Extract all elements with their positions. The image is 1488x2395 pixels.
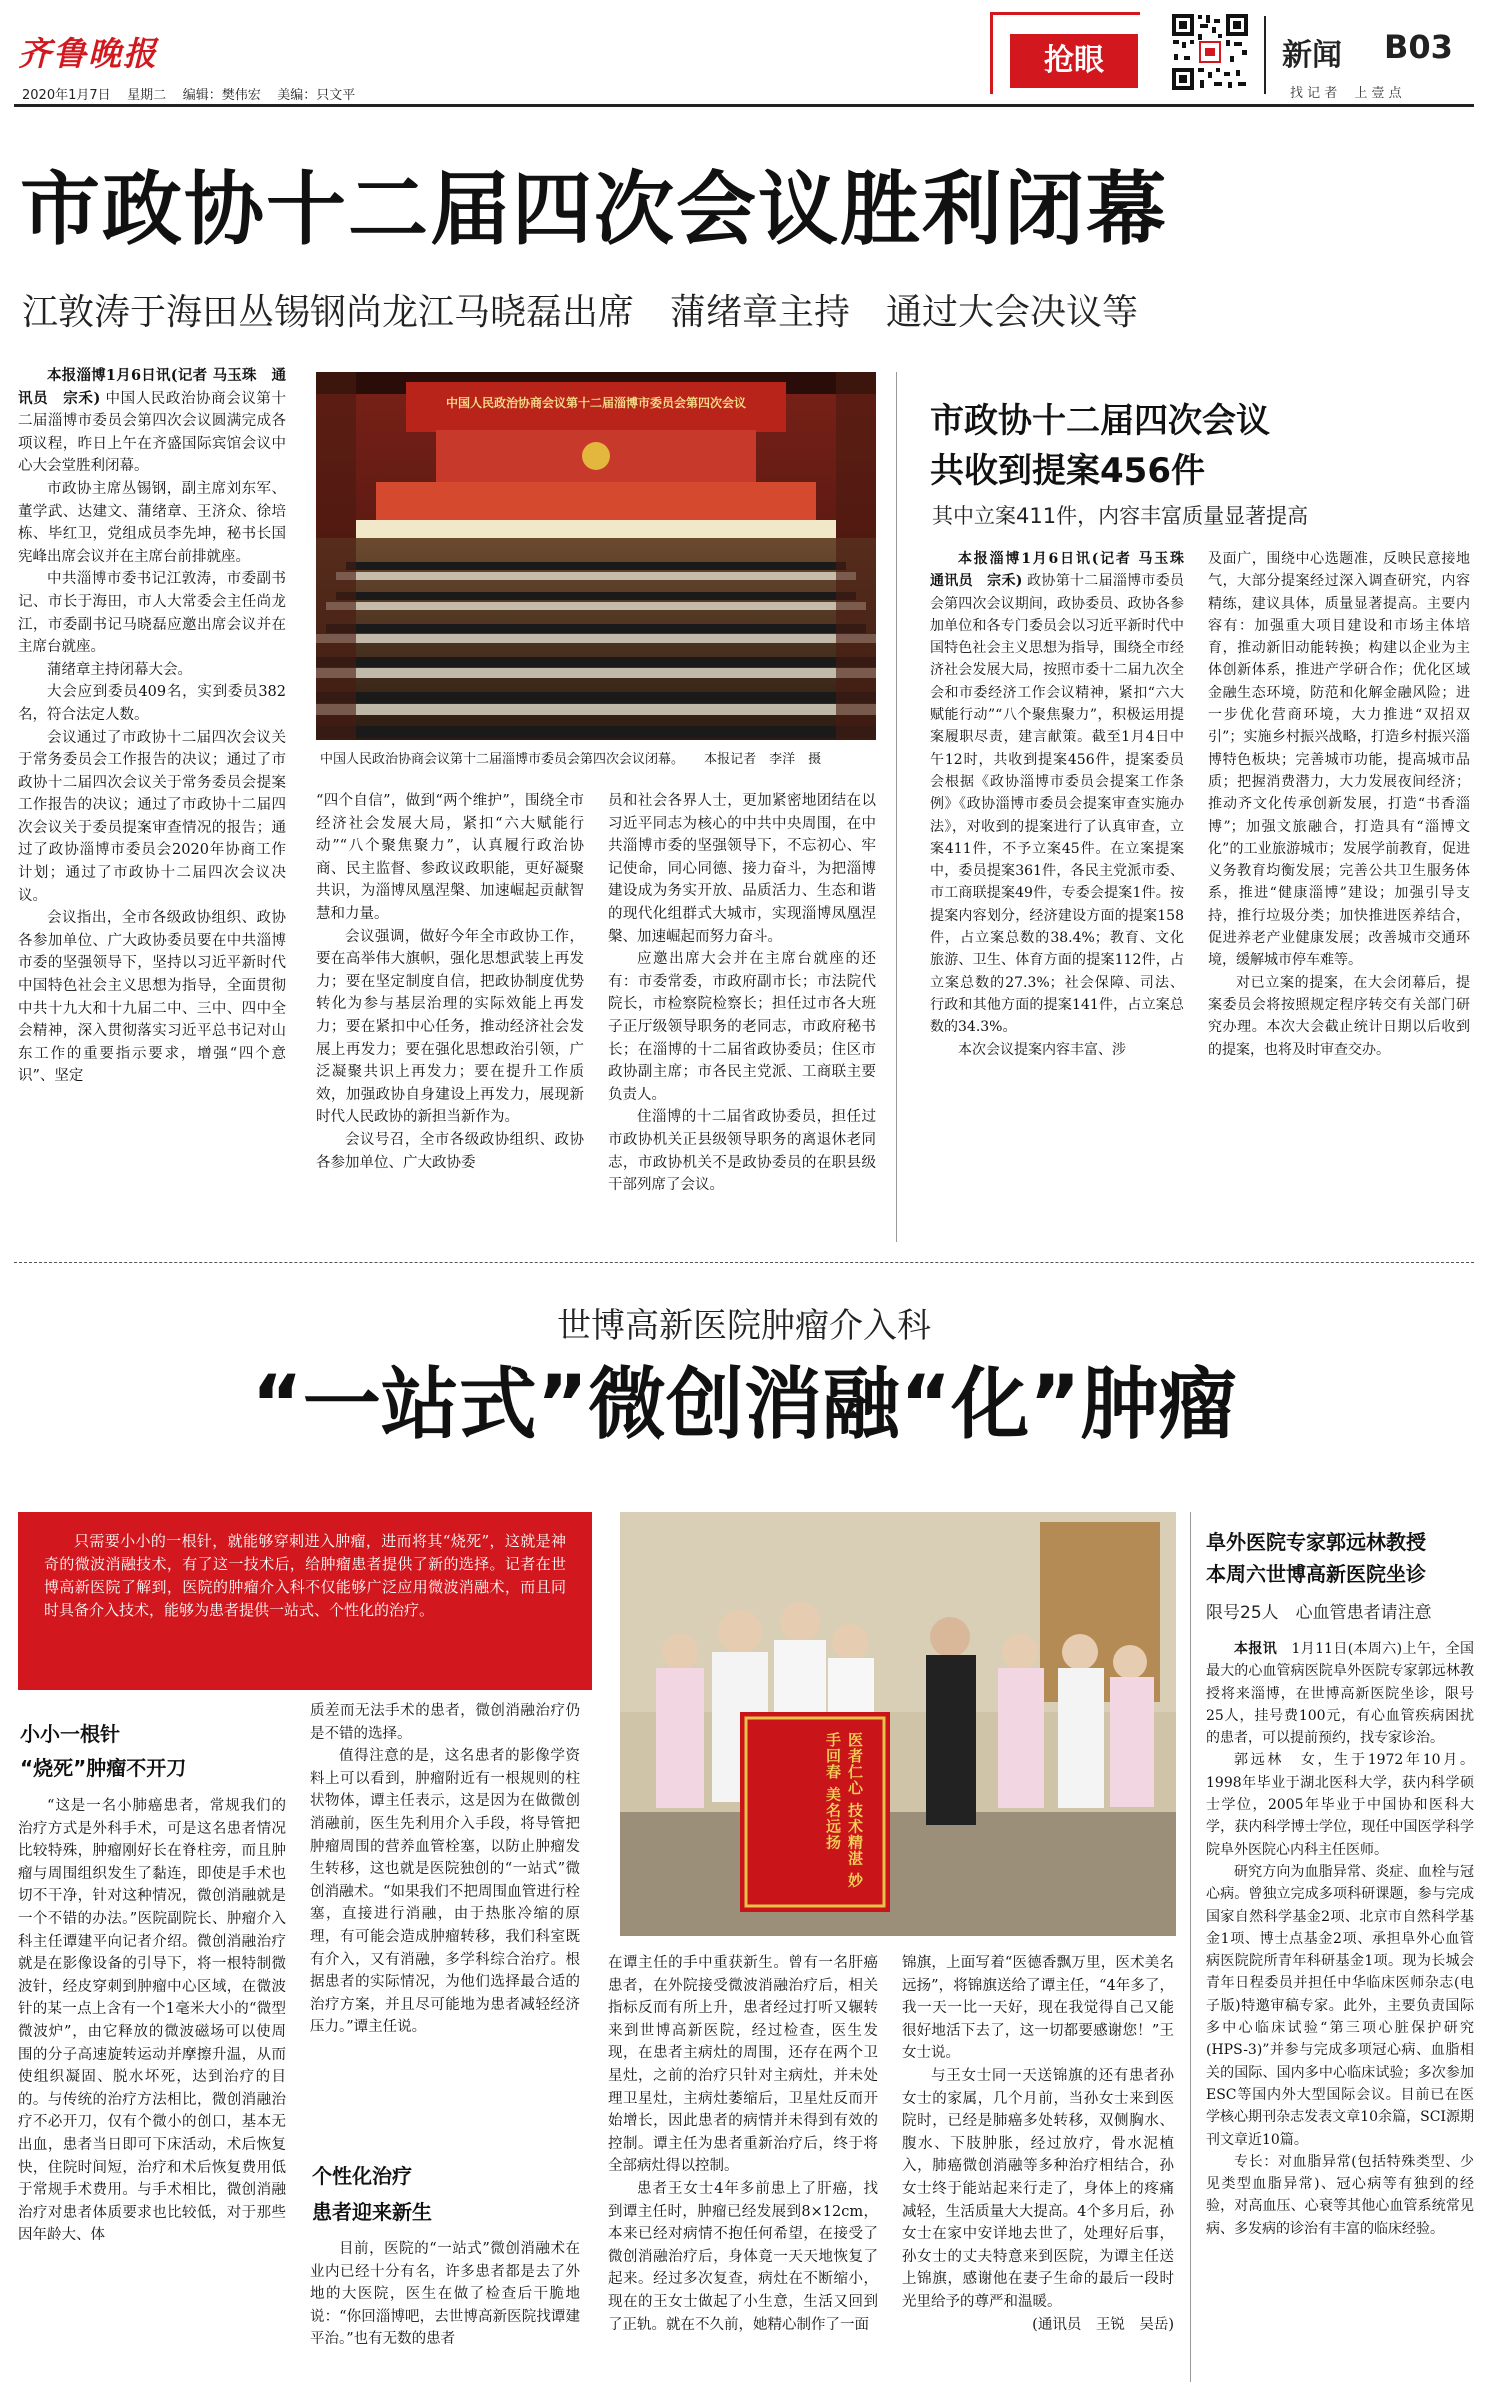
paragraph: 及面广，围绕中心选题准，反映民意接地气，大部分提案经过深入调查研究，内容精练，建议具体，质量显著提高。主要内容有：加强重大项目建设和市场主体培育，推动新旧动能转换；构建以企业为主体创新体系，推进产学研合作；优化区域金融生态环境，防范和化解金融风险；进一步优化营商环境，大力推进“双招双引”；实施乡村振兴战略，打造乡村振兴淄博特色板块；完善城市功能，提高城市品质；把握消费潜力，大力发展夜间经济；推动齐文化传承创新发展，打造“书香淄博”；加强文旅融合，打造具有“淄博文化”的工业旅游城市；发展学前教育，促进义务教育均衡发展；完善公共卫生服务体系，推进“健康淄博”建设；加强引导支持，推行垃圾分类；加快推进医养结合，促进养老产业健康发展；改善城市交通环境，缓解城市停车难等。 [1208, 551, 1470, 969]
paragraph: 研究方向为血脂异常、炎症、血栓与冠心病。曾独立完成多项科研课题，参与完成国家自然科学基金2项、北京市自然科学基金1项、博士点基金2项、承担阜外心血管病医院院所青年科研基金1项。现为长城会青年日程委员并担任中华临床医师杂志(电子版)特邀审稿专家。此外，主要负责国际多中心临床试验“第三项心脏保护研究(HPS-3)”并参与完成多项冠心病、血脂相关的国际、国内多中心临床试验；多次参加ESC等国内外大型国际会议。目前已在医学核心期刊杂志发表文章10余篇，SCI源期刊文章近10篇。 [1206, 1863, 1474, 2148]
paragraph: 在谭主任的手中重获新生。曾有一名肝癌患者，在外院接受微波消融治疗后，相关指标反而有所上升，患者经过打听又辗转来到世博高新医院，经过检查，医生发现，在患者主病灶的周围，还存在两个卫星灶，之前的治疗只针对主病灶，并未处理卫星灶，主病灶萎缩后，卫星灶反而开始增长，因此患者的病情并未得到有效的控制。谭主任为患者重新治疗后，终于将全部病灶得以控制。 [608, 1955, 878, 2175]
article2-col2a [310, 1700, 580, 2145]
weekday: 星期二 [127, 88, 167, 103]
paragraph: 住淄博的十二届省政协委员，担任过市政协机关正县级领导职务的离退休老同志，市政协机关不是政协委员的在职县级干部列席了会议。 [608, 1109, 876, 1194]
section-name: 新闻 [1282, 38, 1342, 73]
article1-col1 [18, 365, 286, 1245]
paragraph: “四个自信”，做到“两个维护”，围绕全市经济社会发展大局，紧扣“六大赋能行动”“八个聚焦聚力”，认真履行政治协商、民主监督、参政议政职能，更好凝聚共识，为淄博凤凰涅槃、加速崛起贡献智慧和力量。 [316, 793, 584, 922]
article2-col1 [18, 1795, 286, 2375]
paragraph: 中共淄博市委书记江敦涛，市委副书记、市长于海田，市人大常委会主任尚龙江，市委副书记马晓磊应邀出席会议并在主席台就座。 [18, 571, 286, 656]
paragraph: 患者王女士4年多前患上了肝癌，找到谭主任时，肿瘤已经发展到8×12cm，本来已经对病情不抱任何希望，在接受了微创消融治疗后，身体竟一天天地恢复了起来。经过多次复查，病灶在不断缩小，现在的王女士做起了小生意，生活又回到了正轨。就在不久前，她精心制作了一面 [608, 2180, 878, 2333]
article1-col3 [608, 790, 876, 1245]
paper-name-logo: 齐鲁晚报 [18, 34, 158, 73]
masthead-divider [1264, 16, 1266, 94]
kicker-2: 世博高新医院肿瘤介入科 [557, 1306, 931, 1346]
byline: (通讯员 王锐 吴岳) [1032, 2316, 1174, 2333]
masthead [0, 0, 1488, 112]
badge: 抢眼 [1010, 34, 1138, 88]
paragraph: 与王女士同一天送锦旗的还有患者孙女士的家属，几个月前，当孙女士来到医院时，已经是肺癌多处转移，双侧胸水、腹水、下肢肿胀，经过放疗，骨水泥植入，肺癌微创消融等多种治疗相结合，孙女士终于能站起来行走了，身体上的疼痛减轻，生活质量大大提高。4个多月后，孙女士在家中安详地去世了，处理好后事，孙女士的丈夫特意来到医院，为谭主任送上锦旗，感谢他在妻子生命的最后一段时光里给予的尊严和温暖。 [902, 2067, 1174, 2310]
date: 2020年1月7日 [22, 88, 111, 103]
paragraph: 大会应到委员409名，实到委员382名，符合法定人数。 [18, 684, 286, 723]
designer: 美编：只文平 [277, 88, 356, 103]
subhead-2c: 个性化治疗 [312, 2164, 412, 2188]
headline-3: 阜外医院专家郭远林教授 本周六世博高新医院坐诊 [1206, 1530, 1426, 1586]
subhead-1: 江敦涛于海田丛锡钢尚龙江马晓磊出席 蒲绪章主持 通过大会决议等 [22, 292, 1139, 333]
side-col2 [1208, 548, 1470, 1248]
paragraph: 本报讯 1月11日(本周六)上午，全国最大的心血管病医院阜外医院专家郭远林教授将来淄博，在世博高新医院坐诊，限号25人，挂号费100元，有心血管疾病困扰的患者，可以提前预约，找专家诊治。 [1206, 1641, 1474, 1747]
subhead-2d: 患者迎来新生 [312, 2200, 432, 2224]
article2-col2b [310, 2238, 580, 2378]
intro-text: 只需要小小的一根针，就能够穿刺进入肿瘤，进而将其“烧死”，这就是神奇的微波消融技术，有了这一技术后，给肿瘤患者提供了新的选择。记者在世博高新医院了解到，医院的肿瘤介入科不仅能够广泛应用微波消融术，而且同时具备介入技术，能够为患者提供一站式、个性化的治疗。 [44, 1532, 566, 1619]
section-divider [14, 1262, 1474, 1263]
paragraph: 会议指出，全市各级政协组织、政协各参加单位、广大政协委员要在中共淄博市委的坚强领导下，坚持以习近平新时代中国特色社会主义思想为指导，全面贯彻中共十九大和十九届二中、三中、四中全会精神，深入贯彻落实习近平总书记对山东工作的重要指示要求，增强“四个意识”、坚定 [18, 910, 286, 1085]
paragraph: 目前，医院的“一站式”微创消融术在业内已经十分有名，许多患者都是去了外地的大医院，医生在做了检查后干脆地说：“你回淄博吧，去世博高新医院找谭建平治。”也有无数的患者 [310, 2241, 580, 2348]
column-divider [896, 372, 897, 1242]
paragraph: 本报淄博1月6日讯(记者 马玉珠 通讯员 宗禾) 中国人民政治协商会议第十二届淄博市委员会第四次会议圆满完成各项议程，昨日上午在齐盛国际宾馆会议中心大会堂胜利闭幕。 [18, 367, 286, 475]
paragraph: 郭远林 女，生于1972年10月。1998年毕业于湖北医科大学，获内科学硕士学位，2005年毕业于中国协和医科大学，获内科学博士学位，现任中国医学科学院阜外医院心内科主任医师。 [1206, 1752, 1474, 1858]
paragraph: 值得注意的是，这名患者的影像学资料上可以看到，肿瘤附近有一根规则的柱状物体，谭主任表示，这是因为在做微创消融前，医生先利用介入手段，将导管把肿瘤周围的营养血管栓塞，以防止肿瘤发生转移，这也就是医院独创的“一站式”微创消融术。“如果我们不把周围血管进行栓塞，直接进行消融，由于热胀冷缩的原理，有可能会造成肿瘤转移，我们科室既有介入，又有消融，多学科综合治疗。根据患者的实际情况，为他们选择最合适的治疗方案，并且尽可能地为患者减轻经济压力。”谭主任说。 [310, 1748, 580, 2036]
paragraph: 蒲绪章主持闭幕大会。 [47, 661, 192, 678]
tagline: 找 记 者 上 壹 点 [1290, 86, 1402, 101]
side-col1 [930, 548, 1198, 1248]
column-divider [1190, 1512, 1191, 2382]
paragraph: 本报淄博1月6日讯(记者 马玉珠 通讯员 宗禾) 政协第十二届淄博市委员会第四次会议期间，政协委员、政协各参加单位和各专门委员会以习近平新时代中国特色社会主义思想为指导，围绕全市经济社会发展大局，按照市委十二届九次全会和市委经济工作会议精神，紧扣“六大赋能行动”“八个聚焦聚力”，积极运用提案履职尽责，建言献策。截至1月4日中午12时，共收到提案456件，提案委员会根据《政协淄博市委员会提案工作条例》《政协淄博市委员会提案审查实施办法》，对收到的提案进行了认真审查，立案411件，不予立案45件。在立案提案中，委员提案361件，各民主党派市委、市工商联提案49件，专委会提案1件。按提案内容划分，经济建设方面的提案158件，占立案总数的38.4%；教育、文化旅游、卫生、体育方面的提案112件，占立案总数的27.3%；社会保障、司法、行政和其他方面的提案141件，占立案总数的34.3%。 [930, 551, 1198, 1036]
paragraph: 市政协主席丛锡钢，副主席刘东军、董学武、达建文、蒲绪章、王济众、徐培栋、毕红卫，党组成员李先坤，秘书长国宪峰出席会议并在主席台前排就座。 [18, 480, 286, 565]
article2-col4 [902, 1952, 1174, 2377]
headline-2: “一站式”微创消融“化”肿瘤 [251, 1360, 1237, 1450]
article1-col2 [316, 790, 584, 1245]
patient-photo [620, 1512, 1176, 1936]
photo-caption: 中国人民政治协商会议第十二届淄博市委员会第四次会议闭幕。 本报记者 李洋 摄 [320, 752, 822, 767]
paragraph: 质差而无法手术的患者，微创消融治疗仍是不错的选择。 [310, 1703, 580, 1742]
paragraph: “这是一名小肺癌患者，常规我们的治疗方式是外科手术，可是这名患者情况比较特殊，肿瘤刚好长在脊柱旁，而且肿瘤与周围组织发生了黏连，即使是手术也切不干净，针对这种情况，微创消融就是一个不错的办法。”医院副院长、肿瘤介入科主任谭建平向记者介绍。微创消融治疗就是在影像设备的引导下，将一根特制微波针，经皮穿刺到肿瘤中心区域，在微波针的某一点上含有一个1毫米大小的“微型微波炉”，由它释放的微波磁场可以使周围的分子高速旋转运动并摩擦升温，从而使组织凝固、脱水坏死，达到治疗的目的。与传统的治疗方法相比，微创消融治疗不必开刀，仅有个微小的创口，基本无出血，患者当日即可下床活动，术后恢复快，住院时间短，治疗和术后恢复费用低于常规手术费用。与手术相比，微创消融治疗对患者体质要求也比较低，对于那些因年龄大、体 [18, 1798, 286, 2244]
paragraph: 应邀出席大会并在主席台就座的还有：市委常委，市政府副市长；市法院代院长，市检察院检察长；担任过市各大班子正厅级领导职务的老同志，市政府秘书长；在淄博的十二届省政协委员；住区市政协副主席；市各民主党派、工商联主要负责人。 [608, 951, 876, 1103]
paragraph: 专长：对血脂异常(包括特殊类型、少见类型血脂异常)、冠心病等有独到的经验，对高血压、心衰等其他心血管系统常见病、多发病的诊治有丰富的临床经验。 [1206, 2153, 1474, 2237]
photo-banner-text: 中国人民政治协商会议第十二届淄博市委员会第四次会议 [445, 396, 746, 410]
paragraph: 对已立案的提案，在大会闭幕后，提案委员会将按照规定程序转交有关部门研究办理。本次大会截止统计日期以后收到的提案，也将及时审查交办。 [1208, 974, 1470, 1058]
paragraph: 锦旗，上面写着“医德香飘万里，医术美名远扬”，将锦旗送给了谭主任，“4年多了，我一天一比一天好，现在我觉得自己又能很好地活下去了，这一切都要感谢您！”王女士说。 [902, 1955, 1174, 2062]
subhead-3: 限号25人 心血管患者请注意 [1206, 1603, 1432, 1623]
article2-col3 [608, 1952, 878, 2377]
subhead-2a: 小小一根针 [20, 1722, 120, 1746]
masthead-rule [14, 104, 1474, 107]
side-article-title: 市政协十二届四次会议 共收到提案456件 [930, 401, 1270, 491]
subhead-2b: “烧死”肿瘤不开刀 [20, 1756, 187, 1780]
side-article-subhead: 其中立案411件，内容丰富质量显著提高 [932, 504, 1309, 528]
paragraph: 会议强调，做好今年全市政协工作，要在高举伟大旗帜，强化思想武装上再发力；要在坚定制度自信，把政协制度优势转化为参与基层治理的实际效能上再发力；要在紧扣中心任务，推动经济社会发展上再发力；要在强化思想政治引领，广泛凝聚共识上再发力；要在提升工作质效，加强政协自身建设上再发力，展现新时代人民政协的新担当新作为。 [316, 928, 584, 1126]
conference-photo [316, 372, 876, 740]
paragraph: 本次会议提案内容丰富、涉 [958, 1041, 1126, 1058]
intro-box [18, 1512, 592, 1690]
paragraph: 员和社会各界人士，更加紧密地团结在以习近平同志为核心的中共中央周围，在中共淄博市委的坚强领导下，不忘初心、牢记使命，同心同德、接力奋斗，为把淄博建设成为务实开放、品质活力、生态和谐的现代化组群式大城市，实现淄博凤凰涅槃、加速崛起而努力奋斗。 [608, 793, 876, 945]
paragraph: 会议号召，全市各级政协组织、政协各参加单位、广大政协委 [316, 1131, 584, 1171]
paragraph: 会议通过了市政协十二届四次会议关于常务委员会工作报告的决议；通过了市政协十二届四次会议关于常务委员会提案工作报告的决议；通过了市政协十二届四次会议关于委员提案审查情况的报告；通过了政协淄博市委员会2020年协商工作计划；通过了市政协十二届四次会议决议。 [18, 729, 286, 904]
editor: 编辑：樊伟宏 [182, 88, 261, 103]
qr-code[interactable] [1170, 12, 1250, 92]
edition-info [22, 84, 355, 103]
banner-text: 医者仁心 技术精湛 妙手回春 美名远扬 [824, 1732, 864, 1889]
page-number: B03 [1384, 28, 1453, 66]
headline-1: 市政协十二届四次会议胜利闭幕 [20, 163, 1168, 256]
article3-body [1206, 1638, 1474, 2383]
